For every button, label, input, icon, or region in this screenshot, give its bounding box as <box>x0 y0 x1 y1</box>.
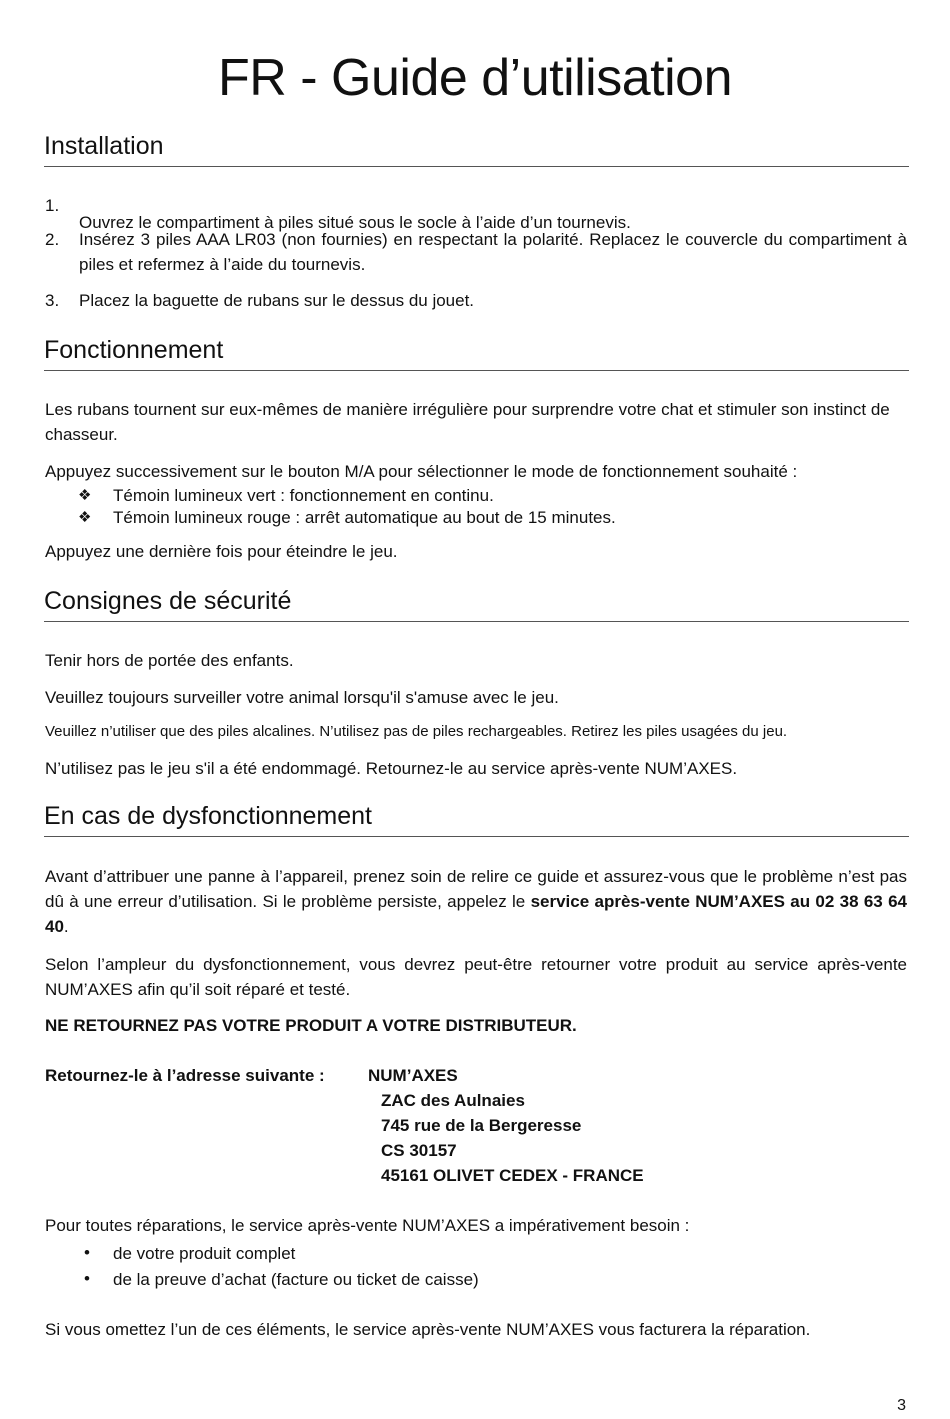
diamond-bullet-icon: ❖ <box>78 509 92 526</box>
billing-notice: Si vous omettez l’un de ces éléments, le service après-vente NUM’AXES vous facturera la réparation. <box>45 1320 811 1339</box>
step-number: 2. <box>45 230 60 249</box>
mode-item-red: Témoin lumineux rouge : arrêt automatique au bout de 15 minutes. <box>113 508 616 527</box>
securite-paragraph-1: Tenir hors de portée des enfants. <box>45 651 294 670</box>
period-text: . <box>63 917 69 936</box>
dot-bullet-icon: • <box>84 1243 90 1262</box>
dot-bullet-icon: • <box>84 1269 90 1288</box>
dysfonctionnement-heading: En cas de dysfonctionnement <box>44 802 909 837</box>
installation-step-3: Placez la baguette de rubans sur le dessus du jouet. <box>79 291 475 310</box>
mode-item-green: Témoin lumineux vert : fonctionnement en continu. <box>113 486 494 505</box>
securite-paragraph-3: Veuillez n’utiliser que des piles alcalines. N’utilisez pas de piles rechargeables. Retirez les piles usagées du jeu. <box>45 723 788 740</box>
fonctionnement-heading: Fonctionnement <box>44 336 909 371</box>
address-line: 745 rue de la Bergeresse <box>381 1116 582 1135</box>
dysfonctionnement-paragraph-2: Selon l’ampleur du dysfonctionnement, vous devrez peut-être retourner votre produit au service après-vente NUM’AXES afin qu’il soit réparé et testé. <box>45 955 907 999</box>
securite-paragraph-4: N’utilisez pas le jeu s'il a été endommagé. Retournez-le au service après-vente NUM’AXES. <box>45 759 738 778</box>
address-line: 45161 OLIVET CEDEX - FRANCE <box>381 1166 644 1185</box>
page-title: FR - Guide d’utilisation <box>218 49 732 107</box>
address-line: CS 30157 <box>381 1141 457 1160</box>
page-number: 3 <box>897 1397 906 1414</box>
dysfonctionnement-text: Avant d’attribuer une panne à l’appareil, prenez soin de relire ce guide et assurez-vous que le problème n’est pas dû à une erreur d’utilisation. Si le problème persiste, appelez le <box>45 867 907 911</box>
warning-text: NE RETOURNEZ PAS VOTRE PRODUIT A VOTRE DISTRIBUTEUR. <box>45 1016 577 1035</box>
repair-requirements-intro: Pour toutes réparations, le service après-vente NUM’AXES a impérativement besoin : <box>45 1216 690 1235</box>
address-line: ZAC des Aulnaies <box>381 1091 525 1110</box>
fonctionnement-paragraph-1: Les rubans tournent sur eux-mêmes de manière irrégulière pour surprendre votre chat et stimuler son instinct de chasseur. <box>45 400 890 444</box>
step-number: 3. <box>45 291 60 310</box>
fonctionnement-paragraph-3: Appuyez une dernière fois pour éteindre le jeu. <box>45 542 398 561</box>
securite-heading: Consignes de sécurité <box>44 587 909 622</box>
installation-heading: Installation <box>44 132 909 167</box>
requirement-item: de la preuve d’achat (facture ou ticket de caisse) <box>113 1270 479 1289</box>
requirement-item: de votre produit complet <box>113 1244 296 1263</box>
address-line: NUM’AXES <box>368 1066 458 1085</box>
address-label: Retournez-le à l’adresse suivante : <box>45 1066 325 1085</box>
securite-paragraph-2: Veuillez toujours surveiller votre animal lorsqu'il s'amuse avec le jeu. <box>45 688 559 707</box>
service-phone-text: service après-vente NUM’AXES au 02 38 63 64 40 <box>45 892 907 936</box>
dysfonctionnement-paragraph-1 <box>45 864 907 939</box>
fonctionnement-paragraph-2: Appuyez successivement sur le bouton M/A pour sélectionner le mode de fonctionnement souhaité : <box>45 462 798 481</box>
installation-step-2: Insérez 3 piles AAA LR03 (non fournies) en respectant la polarité. Replacez le couvercle du compartiment à piles et refermez à l’aide du tournevis. <box>79 230 907 274</box>
step-number: 1. <box>45 196 60 215</box>
installation-step-1: Ouvrez le compartiment à piles situé sous le socle à l’aide d’un tournevis. <box>79 213 631 232</box>
diamond-bullet-icon: ❖ <box>78 487 92 504</box>
